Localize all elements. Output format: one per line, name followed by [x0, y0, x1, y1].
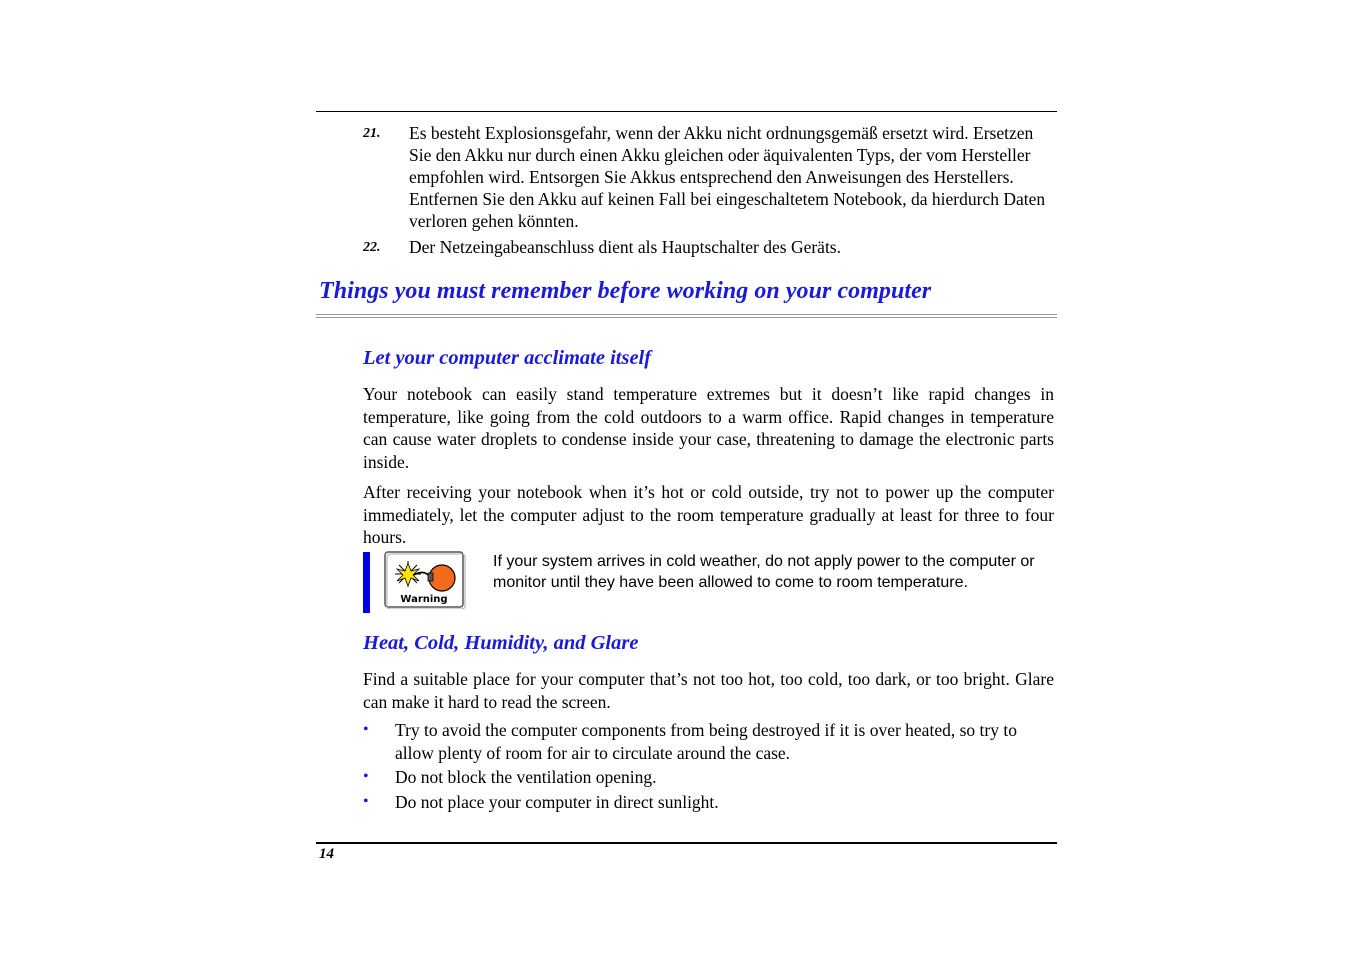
warning-bar	[363, 552, 370, 613]
warning-text: If your system arrives in cold weather, do not apply power to the computer or monitor until they have been allowed to come to room temperature.	[493, 553, 1035, 591]
numbered-item-21	[363, 122, 1057, 232]
item-number: 21.	[363, 126, 381, 141]
bullet-icon: •	[363, 793, 369, 810]
bottom-rule	[316, 842, 1057, 844]
numbered-item-22	[363, 236, 1057, 258]
page-number: 14	[319, 846, 334, 862]
list-item-text: Try to avoid the computer components from being destroyed if it is over heated, so try to allow plenty of room for air to circulate around the case.	[395, 720, 1017, 763]
top-rule	[316, 111, 1057, 112]
bullet-icon: •	[363, 721, 369, 738]
list-item	[363, 766, 1054, 789]
list-item	[363, 719, 1054, 764]
subsection-title-heat: Heat, Cold, Humidity, and Glare	[363, 632, 639, 654]
subsection-title-acclimate: Let your computer acclimate itself	[363, 347, 652, 369]
list-item	[363, 791, 1054, 814]
section-title-rule	[316, 314, 1057, 318]
warning-icon-label: Warning	[400, 594, 448, 605]
section-title: Things you must remember before working on your computer	[319, 278, 932, 304]
item-text: Der Netzeingabeanschluss dient als Hauptschalter des Geräts.	[409, 237, 841, 257]
item-text: Es besteht Explosionsgefahr, wenn der Akku nicht ordnungsgemäß ersetzt wird. Ersetzen Sie den Akku nur durch einen Akku gleichen oder äquivalenten Typs, der vom Hersteller empfohlen wird. Entsorgen Sie Akkus entsprechend den Anweisungen des Herstellers. Entfernen Sie den Akku auf keinen Fall bei eingeschaltetem Notebook, da hierdurch Daten verloren gehen könnten.	[409, 123, 1046, 231]
list-item-text: Do not block the ventilation opening.	[395, 767, 657, 787]
paragraph-acclimate-1: Your notebook can easily stand temperature extremes but it doesn’t like rapid changes in temperature, like going from the cold outdoors to a warm office. Rapid changes in temperature can cause water droplets to condense inside your case, threatening to damage the electronic parts inside.	[363, 384, 1054, 472]
item-number: 22.	[363, 240, 381, 255]
document-page	[316, 0, 1057, 954]
paragraph-heat: Find a suitable place for your computer that’s not too hot, too cold, too dark, or too bright. Glare can make it hard to read the screen.	[363, 669, 1054, 712]
list-item-text: Do not place your computer in direct sunlight.	[395, 792, 719, 812]
paragraph-acclimate-2: After receiving your notebook when it’s hot or cold outside, try not to power up the computer immediately, let the computer adjust to the room temperature gradually at least for three to four hours.	[363, 482, 1054, 547]
warning-bomb-icon	[384, 551, 466, 609]
bullet-icon: •	[363, 768, 369, 785]
